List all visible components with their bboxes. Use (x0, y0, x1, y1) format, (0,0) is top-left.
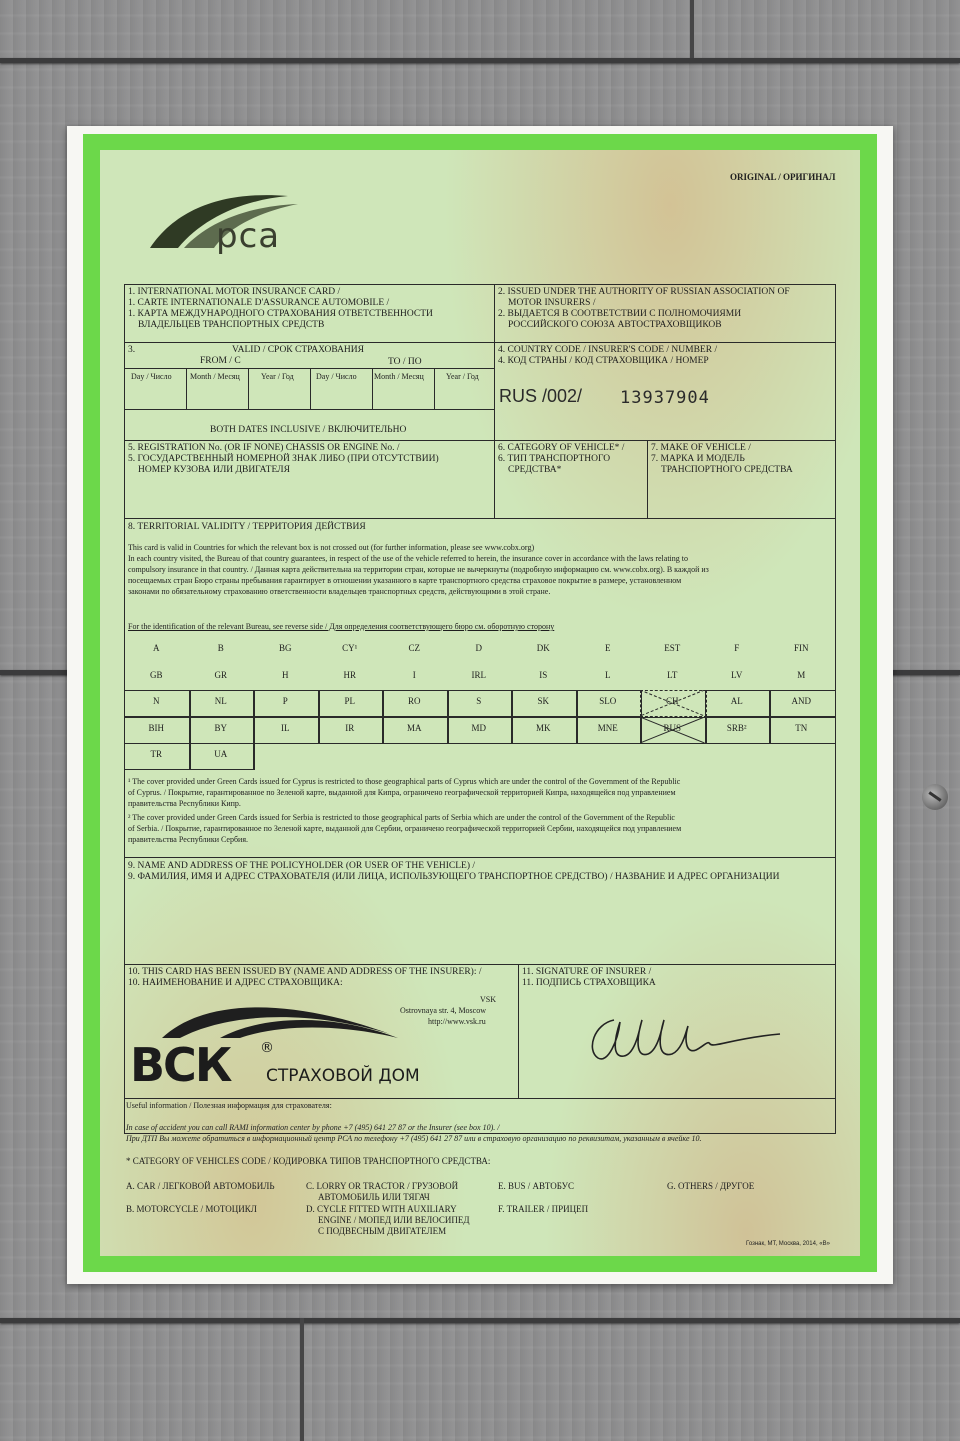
box8-para-line: In each country visited, the Bureau of that country guarantees, in respect of the use of the vehicle referred to herein, the insurance cover in accordance with the laws relating to (128, 554, 688, 563)
box7-line: 7. МАРКА И МОДЕЛЬ (651, 454, 745, 464)
box3-divider (124, 368, 494, 369)
insurer-address: Ostrovnaya str. 4, Moscow (400, 1006, 486, 1015)
plank-seam (690, 0, 694, 58)
country-grid-divider (124, 743, 834, 744)
country-code: AND (791, 696, 811, 706)
box8-para-line: This card is valid in Countries for which the relevant box is not crossed out (for further information, please see www.cobx.org) (128, 543, 535, 552)
box3-to: TO / ПО (388, 357, 422, 367)
country-code: RUS (663, 722, 681, 733)
signature-icon (584, 1010, 784, 1070)
country-code: MA (406, 722, 422, 733)
country-code: MD (471, 722, 486, 733)
date-col-label: Year / Год (261, 372, 294, 381)
box1-line: 1. INTERNATIONAL MOTOR INSURANCE CARD / (128, 287, 341, 297)
box8-title: 8. TERRITORIAL VALIDITY / ТЕРРИТОРИЯ ДЕЙСТВИЯ (128, 522, 366, 532)
category-c: АВТОМОБИЛЬ ИЛИ ТЯГАЧ (318, 1192, 430, 1202)
category-c: C. LORRY OR TRACTOR / ГРУЗОВОЙ (306, 1181, 459, 1191)
box5-line: 5. ГОСУДАРСТВЕННЫЙ НОМЕРНОЙ ЗНАК ЛИБО (ПРИ ОТСУТСТВИИ) (128, 454, 439, 464)
box7-line: ТРАНСПОРТНОГО СРЕДСТВА (661, 465, 793, 475)
grid-divider (124, 440, 835, 441)
country-code: A (153, 643, 160, 653)
useful-line: При ДТП Вы можете обратиться в информационный центр РСА по телефону +7 (495) 641 27 87 или в страховую организацию по реквизитам, указанным в ячейке 10. (126, 1134, 702, 1143)
country-code: IL (281, 722, 290, 733)
box8-para-line: посещаемых стран Бюро страны пребывания гарантирует в отношении указанного в карте транспортного средства страховое покрытие в размере, установленном (128, 576, 682, 585)
country-code: LV (731, 669, 743, 680)
box2-line: MOTOR INSURERS / (508, 298, 596, 308)
country-code: CY¹ (342, 643, 358, 653)
box10-line: 10. THIS CARD HAS BEEN ISSUED BY (NAME AND ADDRESS OF THE INSURER): / (128, 967, 482, 977)
country-code: IRL (471, 669, 486, 680)
box2-line: 2. ISSUED UNDER THE AUTHORITY OF RUSSIAN ASSOCIATION OF (498, 287, 790, 297)
country-code: L (605, 669, 611, 680)
green-card-border (83, 134, 877, 1272)
country-code: E (605, 643, 611, 653)
country-code: NL (214, 696, 227, 706)
country-code: F (734, 643, 740, 653)
country-code: MK (535, 722, 551, 733)
country-code: SK (537, 696, 549, 706)
box3-divider (434, 368, 435, 409)
country-code: I (412, 669, 416, 680)
box10-line: 10. НАИМЕНОВАНИЕ И АДРЕС СТРАХОВЩИКА: (128, 978, 343, 988)
country-code: GB (149, 669, 163, 680)
country-code: BIH (148, 722, 164, 733)
box3-divider (310, 368, 311, 409)
box4-line: 4. КОД СТРАНЫ / КОД СТРАХОВЩИКА / НОМЕР (498, 356, 709, 366)
country-code: B (217, 643, 224, 653)
box3-divider (372, 368, 373, 409)
country-code: MNE (597, 722, 618, 733)
insurer-website: http://www.vsk.ru (428, 1017, 486, 1026)
grid-divider (124, 964, 835, 965)
country-code: HR (343, 669, 356, 680)
date-col-label: Year / Год (446, 372, 479, 381)
category-b: B. MOTORCYCLE / МОТОЦИКЛ (126, 1204, 257, 1214)
box2-line: РОССИЙСКОГО СОЮЗА АВТОСТРАХОВЩИКОВ (508, 320, 722, 330)
insurance-document (67, 126, 893, 1284)
country-code: DK (536, 643, 550, 653)
footnote-line: of Cyprus. / Покрытие, гарантированное по Зеленой карте, выданной для Кипра, ограничено географической территорией Кипра, находящейся под управлением (128, 788, 676, 797)
country-code: FIN (793, 643, 809, 653)
vsk-brand: ВСК (130, 1038, 231, 1092)
box6-line: 6. ТИП ТРАНСПОРТНОГО (498, 454, 611, 464)
useful-title: Useful information / Полезная информация для страхователя: (126, 1101, 332, 1110)
country-code: PL (344, 696, 355, 706)
category-d: ENGINE / МОПЕД ИЛИ ВЕЛОСИПЕД (318, 1215, 470, 1225)
box1-line: ВЛАДЕЛЬЦЕВ ТРАНСПОРТНЫХ СРЕДСТВ (138, 320, 325, 330)
country-code: RO (407, 696, 421, 706)
country-code: LT (667, 669, 678, 680)
country-code: BY (214, 722, 227, 733)
country-code: P (282, 696, 288, 706)
category-a: A. CAR / ЛЕГКОВОЙ АВТОМОБИЛЬ (126, 1181, 275, 1191)
plank-seam (300, 1318, 304, 1441)
box1-line: 1. КАРТА МЕЖДУНАРОДНОГО СТРАХОВАНИЯ ОТВЕТСТВЕННОСТИ (128, 309, 433, 319)
country-code: UA (214, 749, 228, 759)
box11-line: 11. ПОДПИСЬ СТРАХОВЩИКА (522, 978, 656, 988)
country-code: N (153, 696, 160, 706)
box3-num: 3. (128, 345, 136, 355)
country-code: GR (214, 669, 227, 680)
category-d: С ПОДВЕСНЫМ ДВИГАТЕЛЕМ (318, 1226, 447, 1236)
category-f: F. TRAILER / ПРИЦЕП (498, 1204, 589, 1214)
grid-divider (124, 342, 835, 343)
box11-line: 11. SIGNATURE OF INSURER / (522, 967, 652, 977)
rsa-logo (148, 186, 328, 258)
green-card-body (100, 150, 860, 1256)
country-code: H (282, 669, 289, 680)
box8-para-line: законами по обязательному страхованию ответственности владельцев транспортных средств, действующими в этой стране. (128, 587, 551, 596)
footnote-line: ¹ The cover provided under Green Cards issued for Cyprus is restricted to those geographical parts of Cyprus which are under the control of the Government of the Republic (128, 777, 681, 786)
category-title: * CATEGORY OF VEHICLES CODE / КОДИРОВКА ТИПОВ ТРАНСПОРТНОГО СРЕДСТВА: (126, 1156, 491, 1166)
useful-line: In case of accident you can call RAMI information center by phone +7 (495) 641 27 87 or the Insurer (see box 10). / (126, 1123, 500, 1132)
footnote-line: ² The cover provided under Green Cards issued for Serbia is restricted to those geographical parts of Serbia which are under the control of the Government of the Republic (128, 813, 675, 822)
country-code: BG (278, 643, 292, 653)
vsk-registered-mark: ® (260, 1040, 274, 1056)
printer-imprint: Гознак, МТ, Москва, 2014, «В» (746, 1241, 830, 1247)
box8-para-line: compulsory insurance in that country. / Данная карта действительна на территории стран, которые не вычеркнуты (подробную информацию см. www.cobx.org). В каждой из (128, 565, 709, 574)
vsk-subtitle: СТРАХОВОЙ ДОМ (266, 1066, 420, 1086)
box6-line: СРЕДСТВА* (508, 465, 562, 475)
grid-divider (647, 440, 648, 518)
box9-line: 9. NAME AND ADDRESS OF THE POLICYHOLDER (OR USER OF THE VEHICLE) / (128, 861, 476, 871)
date-col-label: Day / Число (131, 372, 172, 381)
vsk-logo (130, 998, 490, 1094)
country-grid-divider (189, 743, 190, 769)
box5-line: НОМЕР КУЗОВА ИЛИ ДВИГАТЕЛЯ (138, 465, 290, 475)
country-code: SRB² (726, 722, 747, 733)
country-code: CZ (408, 643, 420, 653)
category-e: E. BUS / АВТОБУС (498, 1181, 574, 1191)
both-dates-inclusive: BOTH DATES INCLUSIVE / ВКЛЮЧИТЕЛЬНО (210, 425, 407, 435)
country-grid-divider (124, 769, 253, 770)
vsk-swoosh-icon (160, 998, 400, 1042)
grid-divider (124, 857, 835, 858)
box3-divider (248, 368, 249, 409)
country-code: SLO (599, 696, 617, 706)
grid-divider (494, 284, 495, 518)
footnote-line: of Serbia. / Покрытие, гарантированное по Зеленой карте, выданной для Сербии, ограничено географической территорией Сербии, находящейся под управлением (128, 824, 682, 833)
date-col-label: Day / Число (316, 372, 357, 381)
country-code: M (797, 669, 806, 680)
box3-divider (124, 409, 494, 410)
footnote-line: правительства Республики Сербия. (128, 835, 248, 844)
date-col-label: Month / Месяц (374, 372, 424, 381)
grid-divider (518, 964, 519, 1098)
country-code: TR (150, 749, 162, 759)
plank-gap (0, 58, 960, 63)
category-d: D. CYCLE FITTED WITH AUXILIARY (306, 1204, 457, 1214)
box3-divider (186, 368, 187, 409)
category-g: G. OTHERS / ДРУГОЕ (667, 1181, 755, 1191)
box6-line: 6. CATEGORY OF VEHICLE* / (498, 443, 625, 453)
rsa-logo-text: рса (216, 216, 281, 256)
country-code: EST (664, 643, 681, 653)
card-number: 13937904 (620, 388, 710, 408)
country-code: D (475, 643, 482, 653)
country-code: TN (795, 722, 808, 733)
box3-valid: VALID / СРОК СТРАХОВАНИЯ (232, 345, 364, 355)
box4-line: 4. COUNTRY CODE / INSURER'S CODE / NUMBER / (498, 345, 718, 355)
box5-line: 5. REGISTRATION No. (OR IF NONE) CHASSIS OR ENGINE No. / (128, 443, 400, 453)
box7-line: 7. MAKE OF VEHICLE / (651, 443, 751, 453)
grid-divider (124, 518, 835, 519)
date-col-label: Month / Месяц (190, 372, 240, 381)
original-label: ORIGINAL / ОРИГИНАЛ (730, 172, 836, 182)
grid-divider (124, 1098, 835, 1099)
box8-identification: For the identification of the relevant Bureau, see reverse side / Для определения соответствующего бюро см. оборотную сторону (128, 622, 555, 631)
plank-gap (0, 1318, 960, 1323)
country-grid-divider (253, 743, 254, 769)
screw-icon (922, 784, 948, 810)
box9-line: 9. ФАМИЛИЯ, ИМЯ И АДРЕС СТРАХОВАТЕЛЯ (ИЛИ ЛИЦА, ИСПОЛЬЗУЮЩЕГО ТРАНСПОРТНОЕ СРЕДСТВО) / НАЗВАНИЕ И АДРЕС ОРГАНИЗАЦИИ (128, 872, 780, 882)
footnote-line: правительства Республики Кипр. (128, 799, 241, 808)
country-code: S (476, 696, 482, 706)
country-code: AL (730, 696, 743, 706)
box1-line: 1. CARTE INTERNATIONALE D'ASSURANCE AUTOMOBILE / (128, 298, 390, 308)
box2-line: 2. ВЫДАЕТСЯ В СООТВЕТСТВИИ С ПОЛНОМОЧИЯМИ (498, 309, 742, 319)
country-code: CH (665, 696, 679, 706)
country-code: IS (539, 669, 548, 680)
country-insurer-code: RUS /002/ (499, 386, 583, 406)
country-code: IR (345, 722, 355, 733)
box3-from: FROM / С (200, 356, 241, 366)
insurer-name: VSK (480, 995, 497, 1004)
